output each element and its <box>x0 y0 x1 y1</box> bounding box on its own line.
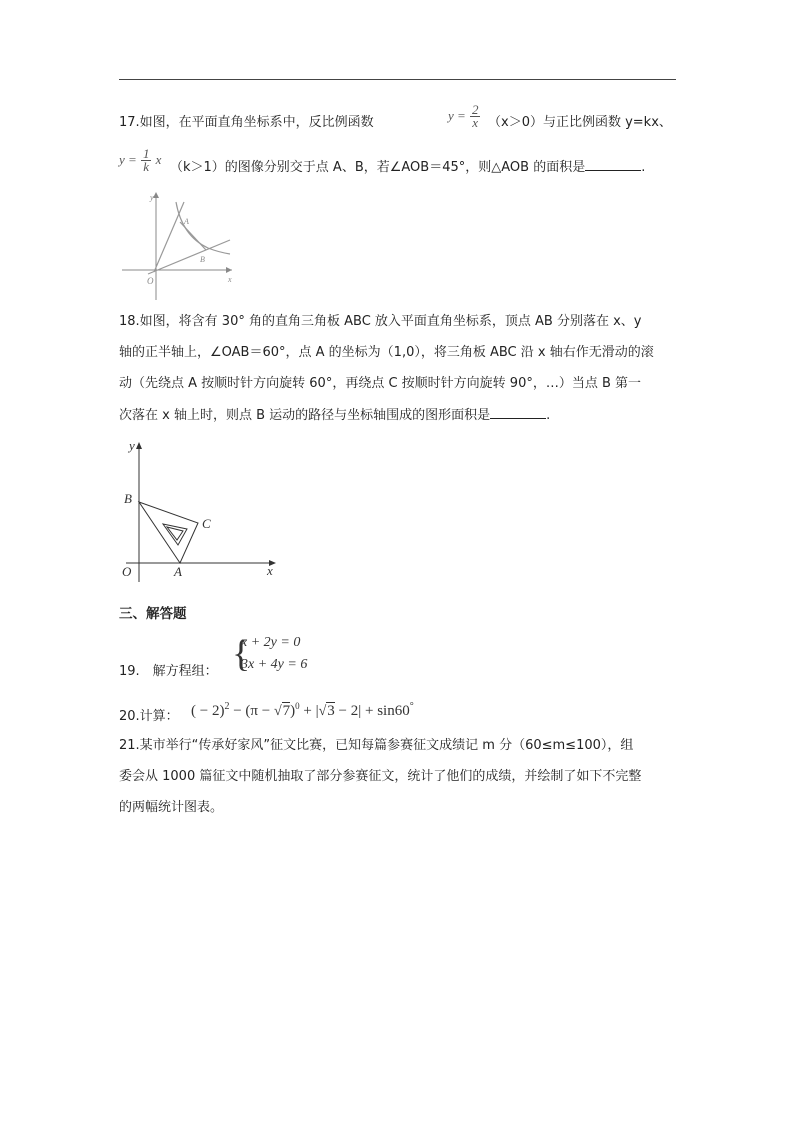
q17-label-b: B <box>200 255 205 264</box>
q17-proportional-function <box>119 148 161 173</box>
q18-y-arrow <box>136 442 142 449</box>
q20-term3-open: + | <box>299 703 319 719</box>
q17-eq2-var: x <box>155 152 162 167</box>
q18-line3: 动（先绕点 A 按顺时针方向旋转 60°，再绕点 C 按顺时针方向旋转 90°，…）当点 B 第一 <box>119 376 642 391</box>
q19-equation-2: 3x + 4y = 6 <box>241 657 308 672</box>
q20-term1: ( − 2) <box>191 703 225 719</box>
q18-label-y: y <box>129 438 135 453</box>
q17-eq1-lhs: y = <box>448 108 466 123</box>
q19-equation-1: x + 2y = 0 <box>241 635 301 650</box>
section-heading: 三、解答题 <box>119 606 187 622</box>
q20-sqrt3: 3 <box>327 703 335 719</box>
q20-term3-close: − 2| + sin60 <box>334 703 410 719</box>
q19-prefix: 19. 解方程组： <box>119 664 218 679</box>
q17-line1 <box>119 114 374 132</box>
q20-degree-symbol: ° <box>409 701 414 712</box>
q17-text: 17.如图，在平面直角坐标系中，反比例函数 <box>119 115 374 130</box>
q17-line2-end: . <box>641 160 646 175</box>
q17-line1-suffix: （x＞0）与正比例函数 y=kx、 <box>488 115 672 130</box>
q17-eq1-numerator: 2 <box>471 102 479 117</box>
q21-line3: 的两幅统计图表。 <box>119 800 224 815</box>
q17-y-arrow <box>153 192 159 198</box>
q17-label-o: O <box>147 276 154 286</box>
q19-brace: { <box>232 633 251 675</box>
q18-answer-blank <box>490 406 546 419</box>
q18-figure <box>118 436 280 584</box>
q20-term2-open: − (π − <box>229 703 274 719</box>
q17-label-x: x <box>228 275 232 284</box>
q17-answer-blank <box>585 158 641 171</box>
q18-line2: 轴的正半轴上，∠OAB＝60°，点 A 的坐标为（1,0），将三角板 ABC 沿 x 轴右作无滑动的滚 <box>119 345 654 360</box>
q17-x-arrow <box>226 267 232 273</box>
q17-line2 <box>170 158 645 177</box>
q17-line2-text: （k＞1）的图像分别交于点 A、B，若∠AOB＝45°，则△AOB 的面积是 <box>170 160 586 175</box>
q17-label-y: y <box>150 193 154 202</box>
header-rule <box>119 79 676 80</box>
q17-eq2-denominator: k <box>143 159 150 174</box>
q18-line4-text: 次落在 x 轴上时，则点 B 运动的路径与坐标轴围成的图形面积是 <box>119 408 491 423</box>
q17-figure <box>118 188 238 304</box>
q17-eq2-lhs: y = <box>119 152 137 167</box>
q17-eq2-fraction <box>141 148 152 173</box>
q17-eq1-fraction <box>470 104 481 129</box>
q20-term2-close: ) <box>290 703 296 719</box>
q18-label-c: C <box>202 516 211 531</box>
q20-expression: ( − $2)^2 - (\pi - √7)^0 + |√3 - 2| + \sin 60^\circ$ <box>191 701 414 719</box>
q17-eq2-numerator: 1 <box>142 146 150 161</box>
q20-prefix: 20.计算： <box>119 709 179 724</box>
q21-line1: 21.某市举行“传承好家风”征文比赛，已知每篇参赛征文成绩记 m 分（60≤m≤100），组 <box>119 738 634 753</box>
q21-line2: 委会从 1000 篇征文中随机抽取了部分参赛征文，统计了他们的成绩，并绘制了如下不完整 <box>119 769 642 784</box>
q17-inverse-function <box>448 104 480 129</box>
q17-eq1-denominator: x <box>472 115 479 130</box>
q18-label-b: B <box>124 491 132 506</box>
q20-term1-exponent: 2 <box>224 701 230 712</box>
q18-label-o: O <box>122 564 132 579</box>
q20-term2-exponent: 0 <box>295 701 300 711</box>
q18-label-x: x <box>267 563 273 578</box>
q18-line4-end: . <box>546 408 551 423</box>
q17-label-a: A <box>184 217 189 226</box>
q18-line1: 18.如图，将含有 30° 角的直角三角板 ABC 放入平面直角坐标系，顶点 AB 分别落在 x、y <box>119 314 642 329</box>
q20-sqrt7: 7 <box>282 703 291 719</box>
q18-line4 <box>119 406 550 425</box>
q17-segment-ab <box>180 222 206 250</box>
q18-label-a: A <box>174 564 182 579</box>
